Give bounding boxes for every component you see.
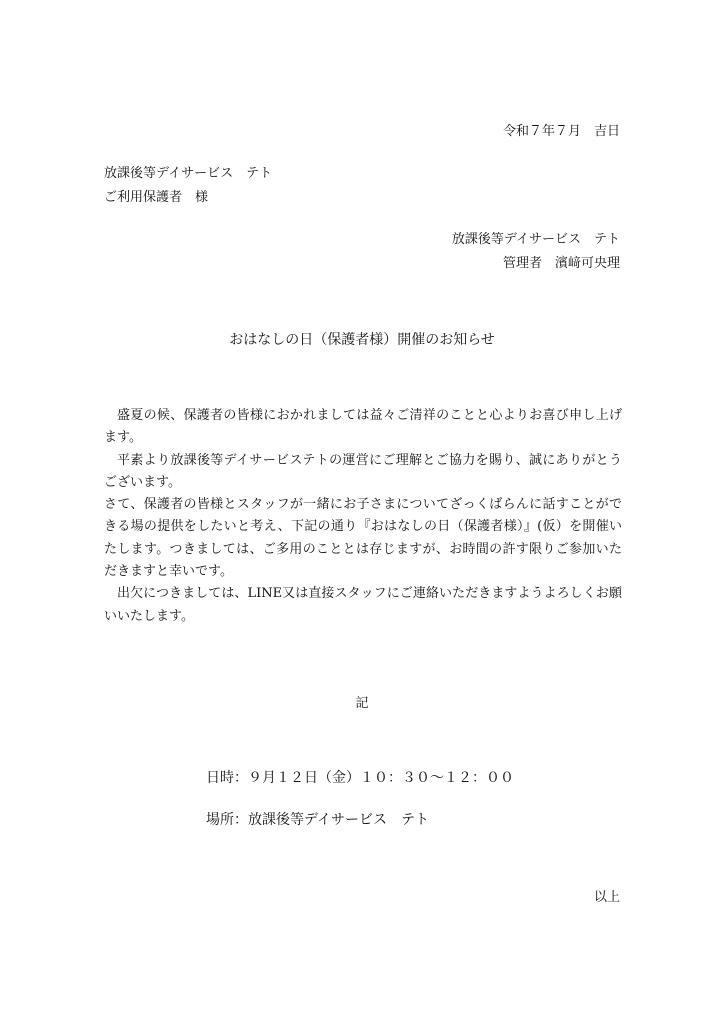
event-place: 場所：放課後等デイサービス テト — [206, 812, 430, 828]
body-paragraph-thanks: 平素より放課後等デイサービステトの運営にご理解とご協力を賜り、誠にありがとうございます。 — [104, 452, 622, 490]
body-paragraph-announcement: さて、保護者の皆様とスタッフが一緒にお子さまについてざっくばらんに話すことができる場の提供をしたいと考え、下記の通り『おはなしの日（保護者様）』(仮）を開催いたします。つきましては、ご多用のこととは存じますが、お時間の許す限りご参加いただきますと幸いです。 — [104, 497, 622, 580]
letter-date: 令和７年７月 吉日 — [502, 124, 620, 139]
letter-title: おはなしの日（保護者様）開催のお知らせ — [229, 332, 495, 348]
recipient-facility: 放課後等デイサービス テト — [104, 166, 273, 181]
closing-mark: 以上 — [593, 890, 620, 905]
body-paragraph-rsvp: 出欠につきましては、LINE又は直接スタッフにご連絡いただきますようよろしくお願いいたします。 — [104, 586, 622, 624]
sender-facility: 放課後等デイサービス テト — [451, 232, 620, 247]
event-datetime: 日時：９月１２日（金）１０：３０～１２：００ — [206, 770, 514, 786]
recipient-guardians: ご利用保護者 様 — [104, 190, 209, 205]
ki-heading: 記 — [355, 696, 369, 711]
body-paragraph-greeting: 盛夏の候、保護者の皆様におかれましては益々ご清祥のことと心よりお喜び申し上げます。 — [104, 408, 622, 446]
letter-body — [104, 405, 622, 628]
sender-manager: 管理者 濱﨑可央理 — [502, 256, 620, 271]
